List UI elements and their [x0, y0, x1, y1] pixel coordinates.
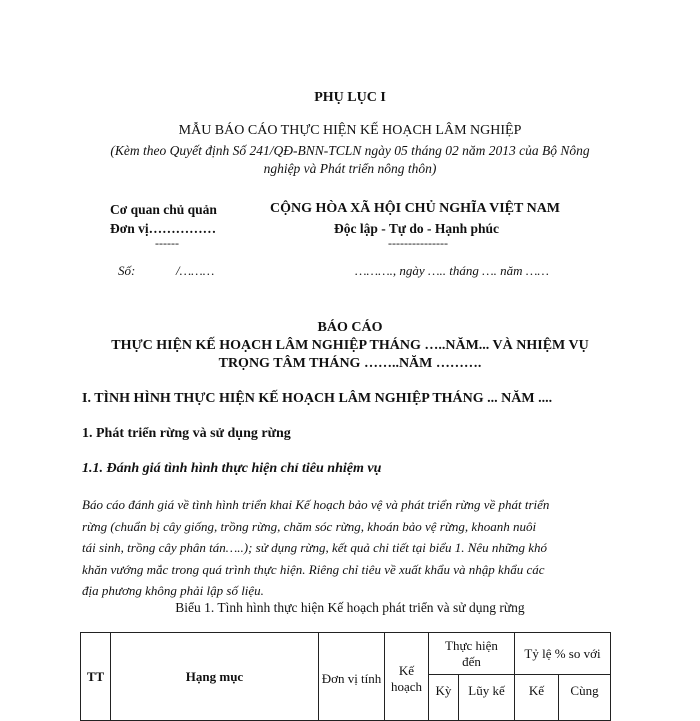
- header-ty-le: Tỷ lệ % so với: [515, 633, 611, 675]
- header-ke: Kế: [515, 675, 559, 721]
- appendix-title: PHỤ LỤC I: [314, 90, 386, 105]
- table-caption: Biểu 1. Tình hình thực hiện Kế hoạch phát triển và sử dụng rừng: [175, 600, 525, 615]
- header-thuc-hien: Thực hiện đến: [429, 633, 515, 675]
- number-value: /………: [176, 263, 215, 278]
- left-rule: ------: [155, 236, 179, 250]
- header-ky: Kỳ: [429, 675, 459, 721]
- header-tt: TT: [81, 633, 111, 721]
- body-paragraph: [82, 494, 618, 602]
- paragraph-line: địa phương không phải lập số liệu.: [82, 583, 264, 598]
- plan-table: [80, 632, 611, 721]
- national-motto: Độc lập - Tự do - Hạnh phúc: [334, 221, 500, 236]
- report-title: BÁO CÁO: [317, 320, 383, 335]
- paragraph-line: rừng (chuẩn bị cây giống, trồng rừng, chăm sóc rừng, khoán bảo vệ rừng, khoanh nuôi: [82, 518, 537, 534]
- section-1-heading: I. TÌNH HÌNH THỰC HIỆN KẾ HOẠCH LÂM NGHIỆP THÁNG ... NĂM ....: [82, 391, 553, 406]
- date-line: ………., ngày ….. tháng …. năm ……: [355, 263, 549, 278]
- section-1-1-heading: 1. Phát triển rừng và sử dụng rừng: [82, 426, 291, 441]
- form-title: MẪU BÁO CÁO THỰC HIỆN KẾ HOẠCH LÂM NGHIỆP: [178, 123, 522, 138]
- report-subtitle-line2: TRỌNG TÂM THÁNG ……..NĂM ……….: [218, 356, 482, 371]
- header-ke-hoach: Kế hoạch: [385, 633, 429, 721]
- header-luy-ke: Lũy kế: [459, 675, 515, 721]
- unit-label: Đơn vị……………: [110, 221, 217, 236]
- report-subtitle-line1: THỰC HIỆN KẾ HOẠCH LÂM NGHIỆP THÁNG …..NĂM... VÀ NHIỆM VỤ: [111, 338, 589, 353]
- national-title: CỘNG HÒA XÃ HỘI CHỦ NGHĨA VIỆT NAM: [270, 201, 561, 216]
- header-cung: Cùng: [559, 675, 611, 721]
- decision-reference-line2: nghiệp và Phát triển nông thôn): [263, 161, 437, 176]
- decision-reference-line1: (Kèm theo Quyết định Số 241/QĐ-BNN-TCLN ngày 05 tháng 02 năm 2013 của Bộ Nông: [110, 143, 590, 158]
- paragraph-line: Báo cáo đánh giá về tình hình triển khai Kế hoạch bảo vệ và phát triển rừng về phát triển: [82, 497, 550, 512]
- header-don-vi: Đơn vị tính: [319, 633, 385, 721]
- paragraph-line: tái sinh, trồng cây phân tán…..); sử dụng rừng, kết quả chi tiết tại biểu 1. Nêu những khó: [82, 540, 548, 555]
- header-hang-muc: Hạng mục: [111, 633, 319, 721]
- right-rule: ---------------: [388, 236, 448, 250]
- governing-agency-label: Cơ quan chủ quản: [110, 202, 217, 217]
- paragraph-line: khăn vướng mắc trong quá trình thực hiện. Riêng chỉ tiêu về xuất khẩu và nhập khẩu các: [82, 561, 545, 577]
- number-label: Số:: [118, 263, 136, 278]
- section-1-1-1-heading: 1.1. Đánh giá tình hình thực hiện chỉ tiêu nhiệm vụ: [82, 461, 382, 476]
